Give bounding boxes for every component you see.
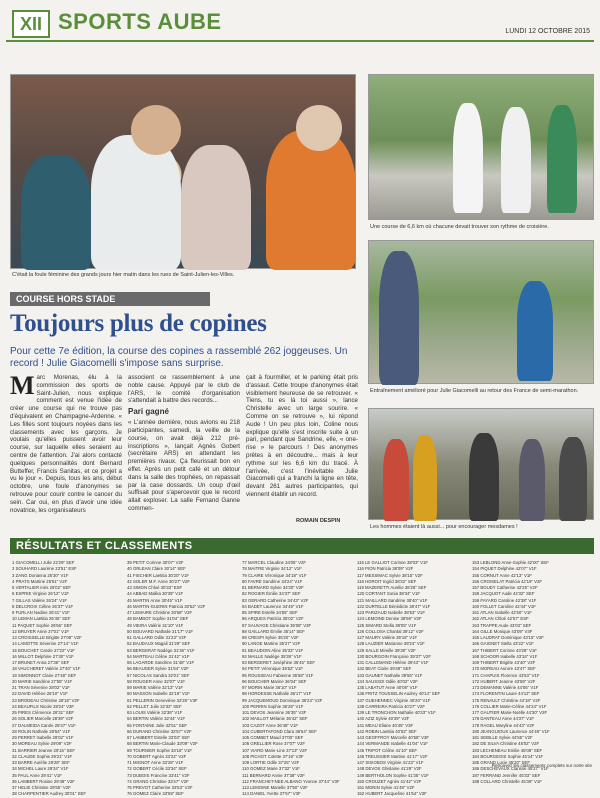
result-row: 181 SEBILLE Sylvie 44'55" V2F <box>472 735 533 740</box>
result-row: 43 SIMON Chloé 30'33" ESF <box>127 585 183 590</box>
result-row: 62 PELLET Julie 32'32" SEF <box>127 703 182 709</box>
result-row: 60 MASSON Isabelle 32'19" V1F <box>127 691 190 697</box>
result-row: 172 HUBERT Jeanne 43'59" V2F <box>472 678 536 684</box>
result-row: 179 RAGEL Maryline 44'43" V2F <box>472 722 535 728</box>
result-row: 101 DEVOS Jeannine 36'35" V3F <box>242 710 307 715</box>
result-row: 55 LAGARDE Sandrine 31'48" V1F <box>127 660 195 665</box>
result-row: 57 NICOLAS Sandra 32'01" SEF <box>127 672 190 678</box>
result-row: 105 COMBET Maud 37'00" SEF <box>242 735 304 740</box>
result-row: 46 MARTIN-GUERIN Patricia 30'52" V2F <box>127 603 206 609</box>
result-row: 17 BRUNET Anna 27'36" SEF <box>12 660 70 665</box>
article-kicker: COURSE HORS STADE <box>10 292 210 306</box>
article-title: Toujours plus de copines <box>10 310 267 337</box>
result-row: 139 LE TRONCHON Nathalie 40'33" V1F <box>357 710 436 715</box>
result-row: 13 CROISSELLE Brigitte 27'08" V2F <box>12 635 82 640</box>
result-row: 61 PELLERIN Geneviève 32'26" V3F <box>127 697 198 703</box>
result-row: 70 GOBERT Agnès 33'22" V2F <box>127 753 187 759</box>
result-row: 176 COLLIER Marie-Céline 44'24" V1F <box>472 703 547 709</box>
result-row: 118 HOROIT Ingrid 38'22" SEF <box>357 578 417 584</box>
result-row: 59 MARIE Valérie 32'13" V1F <box>127 685 184 690</box>
result-row: 84 BADET Laurence 34'49" V1F <box>242 603 304 609</box>
result-row: 185 GRAND Lucie 45'20" SEF <box>472 760 530 765</box>
result-row: 144 VERMANDE Isabelle 41'04" V1F <box>357 741 428 747</box>
article-column-2 <box>128 374 240 513</box>
result-row: 154 PIQUET Delphine 42'07" V1F <box>472 566 537 572</box>
results-column-1 <box>12 560 106 798</box>
result-row: 148 DEVOS Ghislaine 41'29" V2F <box>357 766 422 772</box>
results-column-5 <box>472 560 592 785</box>
results-column-2 <box>127 560 221 798</box>
article-column-3: çait à fourmiller, et le parking était pris d'assaut. Cette troupe d'anonymes était visiblement heureuse de se retrouver. « Tiens, tu es là toi aussi », lance Christelle avec un large sourire. « Comme on se retrouve », lui répond Aude ! Un peu plus loin, Coline nous explique qu'elle s'est inscrite suite à un pari, pendant que Sandrine, elle, « one-rise » le parcours ! Des anonymes prêtes à en découdre... mais à leur rythme sur les 6,6 km du tracé. À l'arrivée, c'est l'inévitable Julie Giacomelli qui a franchi la ligne en tête, devant 261 autres participantes, qui viennent établir un record. <box>246 374 358 498</box>
result-row: 156 CROISELAT Patricia 42'19" V2F <box>472 578 543 584</box>
result-row: 64 BERTIN Valérie 32'44" V1F <box>127 716 186 722</box>
result-row: 112 FRANCHET-NEE ALBANO Yvonne 37'44" V3F <box>242 778 340 784</box>
result-row: 2 SOUHARD Laurène 23'51" ESF <box>12 566 77 572</box>
result-row: 40 ORLEAN Claire 30'14" SEF <box>127 566 186 572</box>
result-row: 107 VIARD Marie-Line 37'13" V2F <box>242 747 308 753</box>
result-row: 157 BOUDY Catherine 42'25" V2F <box>472 585 538 590</box>
result-row: 24 BEAUFILS Nicole 28'24" V3F <box>12 703 75 709</box>
photo-crowd-start <box>10 74 356 269</box>
photo-giacomelli-caption: Entraînement amélioré pour Julie Giacomelli au retour des France de semi-marathon. <box>370 388 579 394</box>
result-row: 162 ATLAN Chloé 42'57" ESF <box>472 616 529 622</box>
result-row: 83 GERARD Catherine 34'43" V2F <box>242 597 309 603</box>
section-title: SPORTS AUBE <box>58 9 222 34</box>
article-column-1: Marc Morenas, élu à la commission des sports de Saint-Julien, nous explique comment est venue l'idée de créer une course qui ne trouve pas d'équivalent en Champagne-Ardenne. « Les filles sont toujours noyées dans les classements avec les garçons. Je voulais qu'elles puissent avoir leur course, sur laquelle elles seraient au centre de l'attention. J'ai alors contacté quelques personnalités dont Bernard Butteffer, Francis Sanitas, et ce projet a vu le jour ». Depuis, tous les ans, début octobre, une foule d'anonymes se retrouve pour courir contre le cancer du sein. Car oui, en plus d'avoir une idée novatrice, les organisateurs <box>10 371 122 514</box>
result-row: 120 CORTANT Sonia 38'34" V1F <box>357 591 421 597</box>
result-row: 110 GOMEZ Marie 37'32" V1F <box>242 766 300 772</box>
result-row: 42 SOLER M.F. Anne 30'27" V2F <box>127 578 191 584</box>
result-row: 129 SALLE Mireille 39'30" V2F <box>357 647 416 653</box>
result-row: 150 CROUZET Agnès 41'42" V2F <box>357 778 422 784</box>
result-row: 94 PETIT Véronique 35'52" V1F <box>242 666 304 672</box>
result-row: 76 GOMEZ Claire 33'59" SEF <box>127 791 184 797</box>
result-row: 142 ROBIN Laetitia 40'52" SEF <box>357 728 417 734</box>
article-column-2-text: associent ce rassemblement à une noble cause. Appuyé par le club de l'ARS, le comité d'organisation s'attendait à battre des records... <box>128 374 240 405</box>
result-row: 27 DALMEIDA Carole 28'47" V1F <box>12 722 76 728</box>
result-row: 126 COLLOSA Chantal 39'12" V2F <box>357 628 424 634</box>
result-row: 34 MICHEL Laure 29'34" V1F <box>12 766 69 772</box>
result-row: 171 CHAPUIS Florence 43'53" V1F <box>472 672 540 678</box>
result-row: 32 CLAUDE Sophie 29'21" V1F <box>12 753 73 759</box>
result-row: 78 MAITRE Virginie 34'12" V1F <box>242 566 302 572</box>
result-row: 91 BEAUDOIN Aline 35'33" V1F <box>242 647 304 653</box>
result-row: 166 GAIGNET Stella 43'22" V1F <box>472 641 534 647</box>
result-row: 23 BRODEAU Christine 28'18" V2F <box>12 697 80 703</box>
result-row: 167 THIBERT Corinne 43'28" V1F <box>472 647 537 653</box>
article-column-2b-text: « L'année dernière, nous avions eu 218 participantes, samedi, la veille de la course, on avait déjà 212 pré-inscriptions », lançait Agnès Gobert (secrétaire ARS) en attendant les premières rivaux. Ça fleurissait bon en effet. Après un petit café et un détour dans la salle des trophées, on repassait par la case dossards. Un coup d'œil suffisait pour s'apercevoir que le record allait exploser. La salle Fernand Ganne commen- <box>128 419 240 512</box>
result-row: 18 VAUCHERET Valérie 27'40" V1F <box>12 666 81 672</box>
result-row: 96 BOUCHER Marine 36'04" SEF <box>242 678 307 684</box>
result-row: 74 GRAND Christine 33'47" V2F <box>127 778 189 784</box>
result-row: 174 FLORENTIN Laure 44'12" SEF <box>472 691 540 697</box>
result-row: 183 LECHENEAU Emilie 45'08" SEF <box>472 747 543 753</box>
result-row: 175 RENAULT Christine 44'18" V2F <box>472 697 541 703</box>
result-row: 133 GAUNET Nathalie 39'55" V1F <box>357 672 423 678</box>
result-row: 151 MONIN Sylvie 41'48" V2F <box>357 785 415 790</box>
result-row: 14 LAMOTTE Séverine 27'14" V1F <box>12 641 79 647</box>
result-row: 134 SAUSSOI Odile 40'02" V2F <box>357 678 418 684</box>
result-row: 159 FAYARD Caroline 42'38" V1F <box>472 597 537 603</box>
result-row: 88 GAILLARD Émilie 35'14" SEF <box>242 628 305 634</box>
result-row: 117 MESSIMAC Sylvie 38'15" V2F <box>357 572 423 578</box>
result-row: 6 ESPRIE Virginie 26'12" V1F <box>12 591 69 597</box>
result-row: 4 PRATS Martine 25'51" V2F <box>12 578 68 584</box>
result-row: 141 MEAU Eliane 40'45" V3F <box>357 722 414 728</box>
result-row: 137 GUEHENNEC Virginie 40'20" V1F <box>357 697 431 703</box>
result-row: 30 MOREAU Sylvie 29'09" V2F <box>12 741 72 747</box>
result-row: 69 TOURNIER Sophie 33'16" V1F <box>127 747 193 753</box>
result-row: 108 PICHOT Colette 37'19" V3F <box>242 753 304 759</box>
result-row: 127 MAURY Valérie 39'18" V1F <box>357 635 418 640</box>
result-row: 130 BOURGOIN Françoise 39'37" V2F <box>357 653 431 659</box>
result-row: 95 ROUSSEAU Fabienne 35'58" V1F <box>242 672 314 678</box>
result-row: 113 LEMOINE Marielle 37'50" V2F <box>242 785 308 790</box>
result-row: 119 MAZERETTI Aurélie 38'28" SEF <box>357 585 427 590</box>
result-row: 65 FONTAINE Julie 32'51" SEF <box>127 722 188 728</box>
result-row: 186 DESCHEVAUX Clarisse 45'27" V1F <box>472 766 549 772</box>
result-row: 36 LAMBERT Rosine 29'48" V2F <box>12 778 75 784</box>
result-row: 158 JACQUOT Aude 42'32" SEF <box>472 591 535 597</box>
result-row: 164 GILLE Monique 43'09" V3F <box>472 628 533 634</box>
result-row: 16 MILLOT Delphine 27'30" V1F <box>12 653 74 659</box>
result-row: 138 CARREIRA Patricia 40'27" V2F <box>357 703 426 709</box>
result-row: 71 MIGNOT Anne 33'28" V1F <box>127 760 184 765</box>
result-row: 140 AZIZ Sylvie 40'39" V2F <box>357 716 410 722</box>
result-row: 80 FAVRE Sandrine 34'24" V1F <box>242 578 303 584</box>
result-row: 33 BARRE Aurélie 29'28" SEF <box>12 760 70 765</box>
result-row: 153 LEBLOND Anne-Sophie 42'00" SEF <box>472 560 549 565</box>
result-row: 187 FERRAND Jennifer 45'33" SEF <box>472 772 541 778</box>
result-row: 161 ATLAN Isabelle 42'50" V1F <box>472 610 532 615</box>
result-row: 125 SIMARD Stella 39'05" V1F <box>357 622 417 628</box>
result-row: 79 CLAIRE Véronique 34'18" V1F <box>242 572 307 578</box>
result-row: 168 SCHOOR Isabelle 43'34" V1F <box>472 653 538 659</box>
result-row: 81 BERNARD Sylvie 34'30" V2F <box>242 585 304 590</box>
result-row: 20 MARIE Sandrine 27'55" V1F <box>12 678 73 684</box>
result-row: 52 BAUDAUX Magali 31'29" SEF <box>127 641 191 647</box>
result-row: 149 BERTHOLON Sophie 41'35" V1F <box>357 772 429 778</box>
result-row: 178 DANTEAU Anne 44'37" V1F <box>472 716 535 722</box>
result-row: 155 CORNUT Anne 42'13" V1F <box>472 572 532 578</box>
result-row: 152 HUBERT Jacqueline 41'54" V3F <box>357 791 427 797</box>
result-row: 93 BERGERET Joséphine 35'45" SEF <box>242 660 315 665</box>
result-row: 90 LANGE Martine 35'27" V2F <box>242 641 301 647</box>
result-row: 31 BARRIER Jeanne 29'15" SEF <box>12 747 76 753</box>
result-row: 8 DELCROIX Céline 26'37" V1F <box>12 603 74 609</box>
results-column-3 <box>242 560 340 798</box>
article-subheading: Pari gagné <box>128 407 169 417</box>
result-row: 54 MARTEAU Céline 31'42" V1F <box>127 653 190 659</box>
result-row: 3 ZANG Dorianna 25'30" V1F <box>12 572 69 578</box>
result-row: 98 HORDESSE Nathalie 36'17" V1F <box>242 691 312 697</box>
result-row: 104 CUBERTAFOND Clara 36'54" SEF <box>242 728 317 734</box>
result-row: 49 VIEIRA Valérie 31'10" V1F <box>127 622 184 628</box>
result-row: 165 LAUDRAT Dominique 43'15" V2F <box>472 635 544 640</box>
result-row: 82 ROGIER Émilie 34'37" SEF <box>242 591 301 597</box>
result-row: 114 DANIEL Yvette 37'57" V3F <box>242 791 301 797</box>
result-row: 19 SIMONNOT Claire 27'48" SEF <box>12 672 77 678</box>
result-row: 11 PAQUET Sophie 26'56" SEF <box>12 622 73 628</box>
photo-spectators-caption: Les hommes étaient là aussi... pour encourager mesdames ! <box>370 524 518 530</box>
result-row: 72 GOBERT Cécile 33'34" SEF <box>127 766 187 772</box>
result-row: 92 MAILLE Nadège 35'39" V1F <box>242 653 302 659</box>
result-row: 121 MAILLARD Sandrine 38'40" V1F <box>357 597 428 603</box>
result-row: 22 DAVID Hélène 28'10" V1F <box>12 691 68 697</box>
page-header <box>6 6 594 42</box>
photo-spectators <box>368 408 594 520</box>
result-row: 143 GEOFFROY Marcelle 40'58" V3F <box>357 735 430 740</box>
result-row: 160 FOLLET Caroline 42'44" V1F <box>472 603 536 609</box>
result-row: 35 PAUL Anne 29'41" V1F <box>12 772 62 778</box>
result-row: 89 CRESPI Sylvie 35'20" V2F <box>242 635 299 640</box>
result-row: 102 MAILLOT Mélanie 36'42" SEF <box>242 716 308 722</box>
result-row: 15 BOUCHET Carole 27'22" V1F <box>12 647 75 653</box>
result-row: 44 ABBAD Malika 30'39" V1F <box>127 591 184 597</box>
result-row: 56 BEAUGER Sylvie 31'54" V2F <box>127 666 189 672</box>
result-row: 25 PIRES Clémence 28'31" SEF <box>12 710 75 715</box>
result-row: 21 TRAN Séverine 28'02" V1F <box>12 685 70 690</box>
result-row: 37 HELIE Christine 29'55" V2F <box>12 785 71 790</box>
results-heading: RÉSULTATS ET CLASSEMENTS <box>10 538 594 554</box>
result-row: 67 LAMBERT Estelle 33'03" SEF <box>127 735 190 740</box>
result-row: 124 LEMOINE Denise 38'59" V3F <box>357 616 422 622</box>
result-row: 135 LABATUT Anne 40'08" V1F <box>357 685 418 690</box>
result-row: 115 LE GALLIOT Corinne 38'03" V1F <box>357 560 428 565</box>
result-row: 169 THIBERT Brigitte 43'40" V2F <box>472 660 536 665</box>
result-row: 51 GALLARD Odile 31'23" V2F <box>127 635 187 640</box>
article-column-1-text: arc Morenas, élu à la commission des sports de Saint-Julien, nous explique comment est venue l'idée de créer une course qui ne trouve pas d'équivalent en Champagne-Ardenne. « Les filles sont toujours noyées dans les classements avec les garçons. Je voulais qu'elles puissent avoir leur course, sur laquelle elles seraient au centre de l'attention. J'ai alors contacté quelques personnalités dont Bernard Butteffer, Francis Sanitas, et ce projet a vu le jour ». Depuis, tous les ans, début octobre, une foule d'anonymes se retrouve pour courir contre le cancer du sein. Car oui, en plus d'avoir une idée novatrice, les organisateurs <box>10 374 122 514</box>
result-row: 50 BOUVARD Nathalie 31'17" V1F <box>127 628 194 634</box>
result-row: 68 BERTIN Marie-Claude 33'09" V2F <box>127 741 198 747</box>
result-row: 5 VERTALIER Inès 26'02" SEF <box>12 585 72 590</box>
result-row: 132 BEAT Claire 39'49" SEF <box>357 666 412 672</box>
result-row: 26 SOLIER Marcelle 28'39" V2F <box>12 716 74 722</box>
article-lead: Pour cette 7e édition, la course des copines a rassemblé 262 joggeuses. Un record ! Julie Giacomelli s'impose sans surprise. <box>10 346 348 369</box>
result-row: 122 DURTELLE Bénédicte 38'47" V1F <box>357 603 431 609</box>
result-row: 75 PREVOT Catherine 33'53" V2F <box>127 785 193 790</box>
result-row: 170 MOREAU Aurore 43'47" SEF <box>472 666 536 672</box>
result-row: 123 PARIZAUD Isabelle 38'53" V1F <box>357 610 425 615</box>
article-author: ROMAIN DESPIN <box>296 518 341 524</box>
result-row: 10 LEMAN Laëtitia 26'45" SEF <box>12 616 71 622</box>
page-number: XII <box>12 10 50 38</box>
result-row: 131 CALLEMAND Hélène 39'43" V1F <box>357 660 429 665</box>
result-row: 63 LOUIS Valérie 32'38" V1F <box>127 710 183 715</box>
result-row: 116 PION Patricia 38'09" V2F <box>357 566 414 572</box>
result-row: 66 DURAND Christine 32'57" V2F <box>127 728 192 734</box>
result-row: 173 DEMANNE Valérie 44'05" V1F <box>472 685 539 690</box>
result-row: 180 JEANGUIOUX Laurence 44'49" V1F <box>472 728 550 734</box>
result-row: 145 TRIPOT Céline 41'10" SEF <box>357 747 417 753</box>
result-row: 77 MARCEL Claudine 34'05" V2F <box>242 560 307 565</box>
result-row: 47 LEMAIRE Christine 30'58" V2F <box>127 610 193 615</box>
result-row: 103 CAZOT Anne 36'48" V1F <box>242 722 299 728</box>
result-row: 136 FRITZ TOUSSELIN Audrey 40'14" SEF <box>357 691 441 697</box>
results-column-4 <box>357 560 451 798</box>
result-row: 100 PERRIN Sophie 36'29" V1F <box>242 703 304 709</box>
result-row: 73 DUBOIS Francine 33'41" V2F <box>127 772 190 778</box>
photo-runners-caption: Une course de 6,6 km où chacune devait trouver son rythme de croisière. <box>370 224 549 230</box>
result-row: 53 BERGERAT Nadège 31'36" V1F <box>127 647 195 653</box>
result-row: 97 MORIN Marie 36'10" V1F <box>242 685 297 690</box>
result-row: 9 FURLAN Nadine 26'41" V1F <box>12 610 70 615</box>
result-row: 58 ROUGER Anne 32'07" V1F <box>127 678 185 684</box>
result-row: 48 BAMBOT Sophie 31'04" SEF <box>127 616 189 622</box>
photo-runners-path <box>368 74 594 220</box>
result-row: 87 SAUVAGE Christiane 35'08" V3F <box>242 622 312 628</box>
result-row: 128 LAUZIER Marianne 39'24" V1F <box>357 641 425 647</box>
results-footnote: Retrouvez les classements complets sur notre site <box>491 763 592 768</box>
result-row: 39 PETIT Corinne 30'07" V2F <box>127 560 184 565</box>
result-row: 41 FISCHER Laetitia 30'20" V1F <box>127 572 190 578</box>
result-row: 182 DE SILVA Christine 45'02" V2F <box>472 741 540 747</box>
result-row: 147 SISIOBOS Virginie 41'23" V1F <box>357 760 424 765</box>
result-row: 106 GRELLIER Rose 37'07" V2F <box>242 741 306 747</box>
result-row: 111 BERNARD Annie 37'38" V2F <box>242 772 305 778</box>
result-row: 38 CHARPENTIER Audrey 30'01" SEF <box>12 791 86 797</box>
result-row: 86 ARQUES Patricia 35'02" V2F <box>242 616 304 622</box>
result-row: 109 LORTIE Odile 37'25" V2F <box>242 760 300 765</box>
result-row: 99 JACQUEMOUD Dominique 36'23" V2F <box>242 697 323 703</box>
result-row: 1 GIACOMELLI Julie 22'29" SEF <box>12 560 75 565</box>
photo-giacomelli <box>368 240 594 384</box>
result-row: 177 GAUTIER Marie-Noëlle 44'30" V2F <box>472 710 548 715</box>
result-row: 163 TRAPPE Aude 43'03" SEF <box>472 622 532 628</box>
result-row: 188 COLLARD Christelle 45'39" V1F <box>472 778 542 784</box>
result-row: 28 ROLIN Nathalie 28'54" V1F <box>12 728 71 734</box>
result-row: 29 PERRET Isabelle 29'02" V1F <box>12 735 74 740</box>
publication-date: LUNDI 12 OCTOBRE 2015 <box>505 28 590 35</box>
result-row: 85 SPIRE Estelle 34'55" SEF <box>242 610 298 615</box>
result-row: 184 BOURGEOIS Sophie 45'14" V1F <box>472 753 544 759</box>
result-row: 7 GILLAS Valérie 26'24" V1F <box>12 597 68 603</box>
result-row: 12 BRUYER Anne 27'01" V1F <box>12 628 70 634</box>
result-row: 45 MARTIN Anne 30'45" V1F <box>127 597 183 603</box>
result-row: 146 TREUSSIER Martine 41'17" V2F <box>357 753 428 759</box>
photo-crowd-caption: C'était la foule féminine des grands jours hier matin dans les rues de Saint-Julien-les-Villes. <box>12 272 235 278</box>
